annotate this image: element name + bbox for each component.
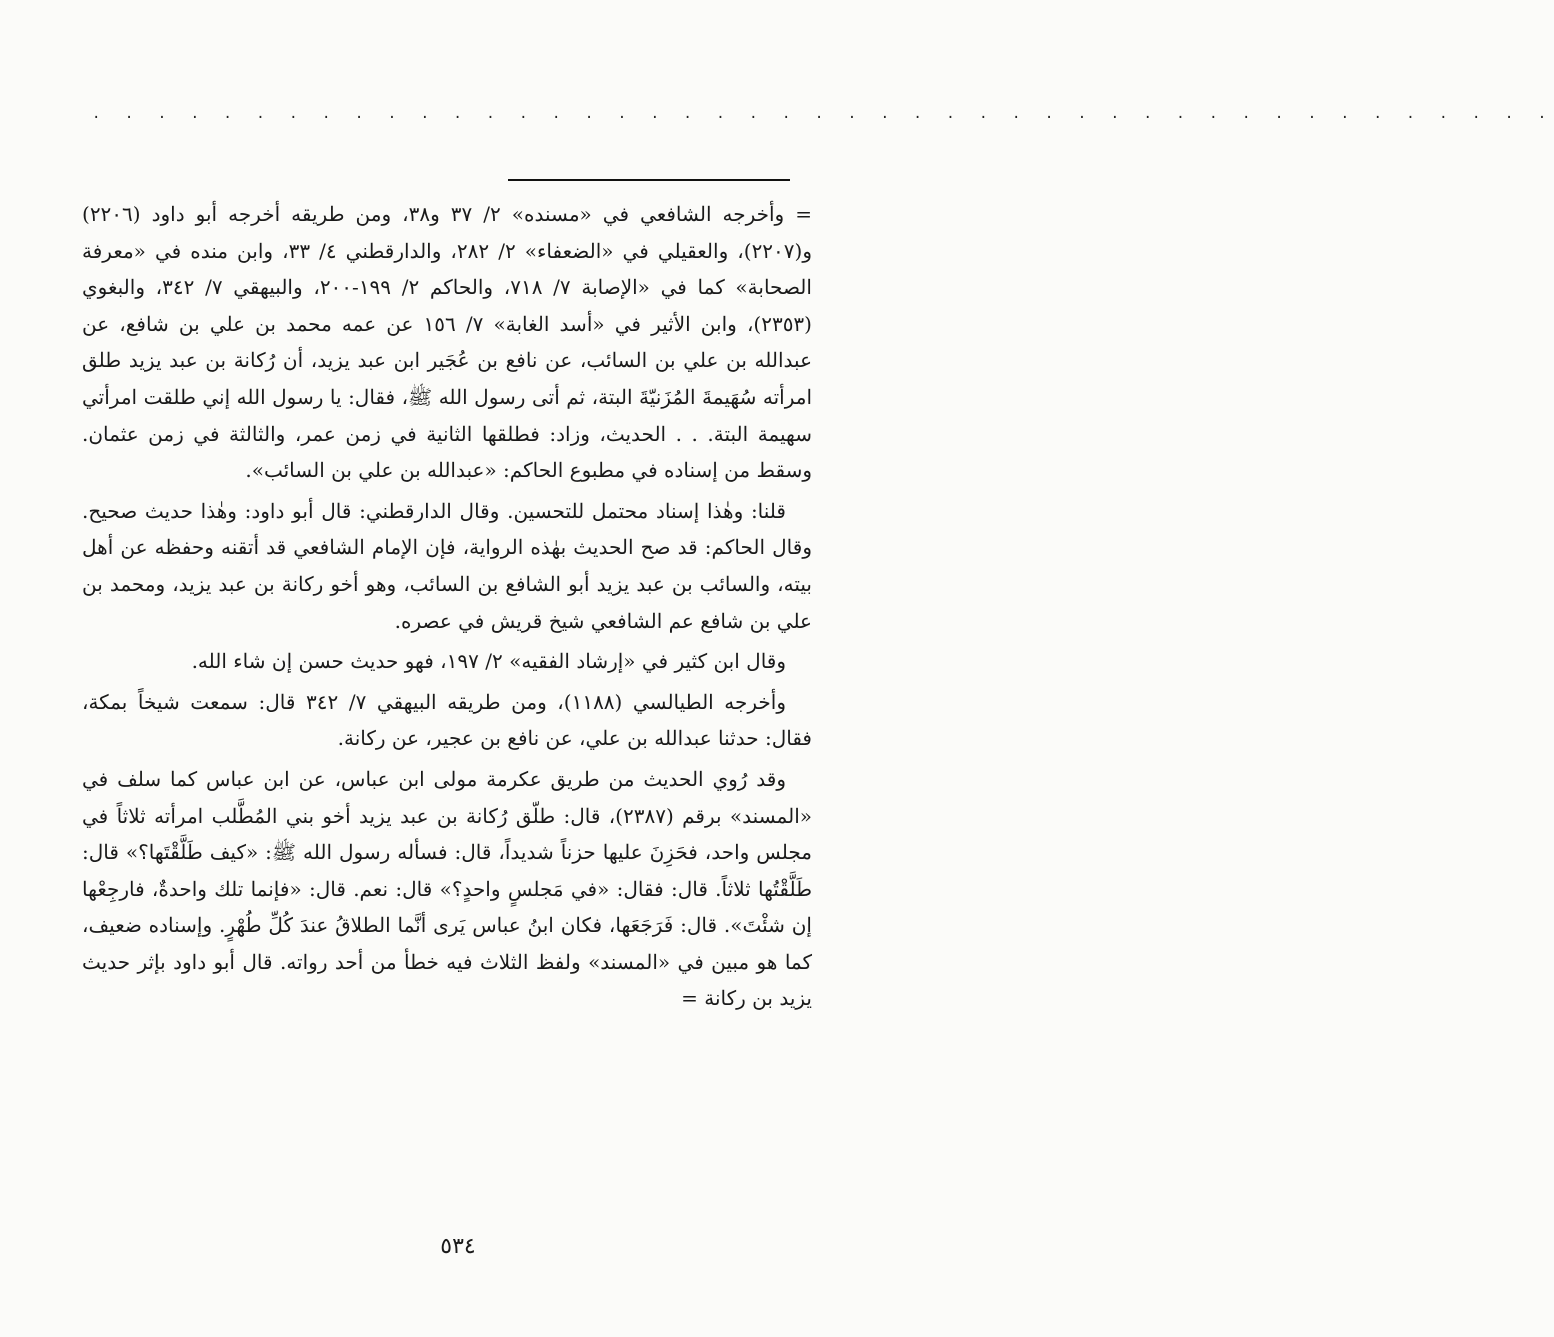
footnote-paragraph-1: = وأخرجه الشافعي في «مسنده» ٢/ ٣٧ و٣٨، ومن طريقه أخرجه أبو داود (٢٢٠٦) و(٢٢٠٧)، والعقيلي في «الضعفاء» ٢/ ٢٨٢، والدارقطني ٤/ ٣٣، وابن منده في «معرفة الصحابة» كما في «الإصابة ٧/ ٧١٨، والحاكم ٢/ ١٩٩-٢٠٠، والبيهقي ٧/ ٣٤٢، والبغوي (٢٣٥٣)، وابن الأثير في «أسد الغابة» ٧/ ١٥٦ عن عمه محمد بن علي بن شافع، عن عبدالله بن علي بن السائب، عن نافع بن عُجَير ابن عبد يزيد، أن رُكانة بن عبد يزيد طلق امرأته سُهَيمةَ المُزَنيّةَ البتة، ثم أتى رسول الله ﷺ، فقال: يا رسول الله إني طلقت امرأتي سهيمة البتة. . . الحديث، وزاد: فطلقها الثانية في زمن عمر، والثالثة في زمن عثمان. وسقط من إسناده في مطبوع الحاكم: «عبدالله بن علي بن السائب».: [82, 202, 812, 483]
footnote-paragraph-5: وقد رُوي الحديث من طريق عكرمة مولى ابن عباس، عن ابن عباس كما سلف في «المسند» برقم (٢٣٨٧)، قال: طلّق رُكانة بن عبد يزيد أخو بني المُطَّلب امرأته ثلاثاً في مجلس واحد، فحَزِنَ عليها حزناً شديداً، قال: فسأله رسول الله ﷺ: «كيف طَلَّقْتَها؟» قال: طَلَّقْتُها ثلاثاً. قال: فقال: «في مَجلسٍ واحدٍ؟» قال: نعم. قال: «فإنما تلك واحدةٌ، فارجِعْها إن شئْتَ». قال: فَرَجَعَها، فكان ابنُ عباس يَرى أنَّما الطلاقُ عندَ كُلِّ طُهْرٍ. وإسناده ضعيف، كما هو مبين في «المسند» ولفظ الثلاث فيه خطأ من أحد رواته. قال أبو داود بإثر حديث يزيد بن ركانة =: [82, 766, 812, 1011]
footnote-paragraph-4: وأخرجه الطيالسي (١١٨٨)، ومن طريقه البيهقي ٧/ ٣٤٢ قال: سمعت شيخاً بمكة، فقال: حدثنا عبدالله بن علي، عن نافع بن عجير، عن ركانة.: [82, 689, 812, 751]
footnote-paragraph-3: وقال ابن كثير في «إرشاد الفقيه» ٢/ ١٩٧، فهو حديث حسن إن شاء الله.: [191, 649, 786, 674]
separator-dots: . . . . . . . . . . . . . . . . . . . . . . . . . . . . . . . . . . . . . . . . . . . . .: [92, 106, 1554, 122]
footnote-rule: [508, 179, 790, 181]
footnotes-block: [82, 196, 812, 1021]
footnote-paragraph-2: قلنا: وهٰذا إسناد محتمل للتحسين. وقال الدارقطني: قال أبو داود: وهٰذا حديث صحيح. وقال الحاكم: قد صح الحديث بهٰذه الرواية، فإن الإمام الشافعي قد أتقنه وحفظه عن أهل بيته، والسائب بن عبد يزيد أبو الشافع بن السائب، وهو أخو ركانة بن عبد يزيد، ومحمد بن علي بن شافع عم الشافعي شيخ قريش في عصره.: [82, 498, 812, 633]
page-number: ٥٣٤: [440, 1234, 476, 1259]
